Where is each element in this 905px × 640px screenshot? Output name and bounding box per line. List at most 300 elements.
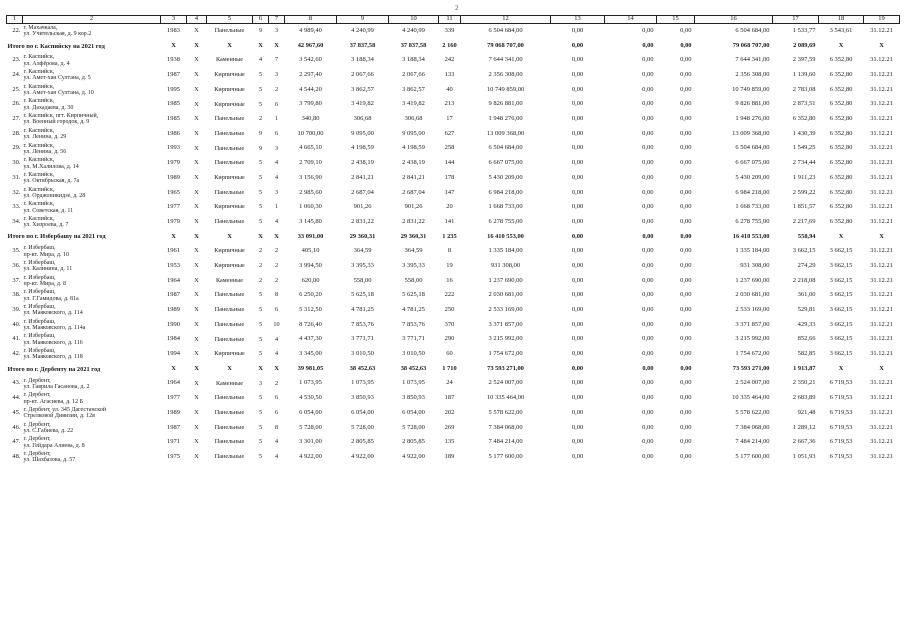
area-col10-cell: 2 805,85: [402, 438, 425, 446]
cost-cell: 7 484 214,00: [488, 438, 523, 446]
area-col9-cell: 1 073,95: [351, 379, 374, 387]
col14-cell: 0,00: [642, 364, 654, 372]
residents-cell: 16: [446, 276, 453, 284]
table-row: [7, 112, 900, 127]
entrances-cell: 10: [273, 320, 280, 328]
area-col10-cell: 3 395,33: [402, 261, 425, 269]
row-number: 47.: [12, 438, 21, 446]
entrances-cell: 3: [274, 27, 279, 35]
date-cell: 31.12.21: [870, 350, 893, 358]
row-number: 39.: [12, 306, 21, 313]
residents-cell: 290: [444, 335, 455, 343]
col17-cell: 2 873,51: [792, 100, 816, 108]
residents-cell: 8: [447, 247, 452, 255]
floors-cell: 2: [258, 115, 263, 123]
col17-cell: 1 851,57: [792, 203, 816, 211]
col17-cell: 2 683,89: [792, 394, 816, 402]
material-cell: Панельные: [214, 335, 245, 343]
year-cell: 1938: [167, 56, 180, 64]
cost-cell: 3 371 857,00: [488, 320, 523, 328]
col14-cell: 0,00: [642, 452, 654, 460]
total-row: [7, 39, 900, 54]
col13-cell: 0,00: [571, 85, 584, 93]
area-col10-cell: 29 360,31: [400, 232, 427, 240]
date-cell: 31.12.21: [870, 85, 893, 93]
col16-cell: 10 335 464,00: [732, 394, 770, 402]
col14-cell: 0,00: [642, 217, 654, 225]
date-cell: 31.12.21: [870, 335, 893, 343]
address-line-2: пр-кт. Мира, д. 10: [23, 251, 69, 258]
x-cell: Х: [194, 306, 199, 314]
residents-cell: 24: [446, 379, 453, 387]
date-cell: 31.12.21: [870, 394, 893, 402]
x-cell: Х: [194, 203, 199, 211]
col13-cell: 0,00: [571, 408, 584, 416]
address-line-1: г. Дербент,: [23, 421, 51, 428]
col13-cell: 0,00: [571, 159, 584, 167]
x-cell: Х: [194, 159, 199, 167]
year-cell: 1979: [167, 217, 180, 225]
col15-cell: 0,00: [680, 306, 692, 313]
x-cell: Х: [194, 115, 199, 123]
total-area-cell: 5 728,00: [299, 423, 322, 431]
col15-cell: 0,00: [680, 56, 692, 64]
col13-cell: 0,00: [571, 100, 584, 108]
material-cell: Панельные: [214, 438, 245, 446]
col15-cell: 0,00: [680, 144, 692, 152]
table-row: [7, 97, 900, 112]
material-cell: Кирпичные: [214, 85, 245, 93]
address-line-1: г. Избербаш,: [23, 245, 56, 252]
col15-cell: 0,00: [680, 261, 692, 269]
material-cell: Х: [227, 364, 232, 372]
residents-cell: 40: [446, 85, 453, 93]
address-line-1: г. Избербаш,: [23, 318, 56, 325]
col18-cell: 6 719,53: [829, 379, 853, 387]
col15-cell: 0,00: [680, 276, 692, 284]
address-cell: [23, 200, 161, 215]
area-col10-cell: 5 728,00: [402, 423, 425, 431]
address-cell: [23, 97, 161, 112]
total-area-cell: 405,10: [301, 247, 320, 255]
address-line-1: г. Каспийск,: [23, 171, 55, 178]
area-col10-cell: 1 073,95: [402, 379, 425, 387]
year-cell: 1995: [167, 85, 180, 93]
cost-cell: 13 009 368,00: [486, 129, 525, 137]
address-cell: [23, 156, 161, 171]
col18-cell: 6 719,53: [829, 408, 853, 416]
table-row: [7, 24, 900, 39]
entrances-cell: 3: [274, 188, 279, 196]
area-col10-cell: 3 010,50: [402, 350, 425, 358]
row-number: 38.: [12, 291, 21, 299]
total-area-cell: 4 544,20: [299, 85, 322, 93]
year-cell: 1985: [167, 100, 180, 108]
column-header-7: 7: [269, 16, 285, 24]
area-col9-cell: 2 805,85: [351, 438, 374, 446]
entrances-cell: 4: [274, 173, 279, 181]
cost-cell: 10 335 464,00: [486, 394, 525, 402]
date-cell: Х: [879, 41, 884, 49]
year-cell: 1953: [167, 261, 180, 269]
area-col10-cell: 558,00: [404, 276, 423, 284]
col17-cell: 1 430,39: [792, 129, 816, 137]
cost-cell: 16 410 553,00: [487, 232, 524, 240]
total-area-cell: 6 250,20: [299, 291, 322, 299]
row-number: 37.: [12, 276, 21, 284]
col16-cell: 3 371 857,00: [735, 320, 770, 328]
year-cell: Х: [171, 364, 176, 372]
entrances-cell: 6: [274, 394, 279, 402]
col15-cell: 0,00: [680, 100, 692, 108]
x-cell: Х: [194, 129, 199, 137]
address-cell: [23, 24, 161, 39]
x-cell: Х: [194, 408, 199, 416]
col16-cell: 6 984 218,00: [735, 188, 770, 196]
total-area-cell: 39 981,05: [297, 364, 324, 372]
col14-cell: 0,00: [642, 85, 654, 93]
area-col9-cell: 2 687,04: [351, 188, 374, 196]
col18-cell: 6 352,80: [829, 85, 853, 93]
x-cell: Х: [194, 350, 199, 358]
col13-cell: 0,00: [571, 364, 584, 372]
col16-cell: 6 278 755,00: [735, 217, 770, 225]
total-area-cell: 1 060,30: [299, 203, 322, 211]
row-number: 45.: [12, 408, 21, 416]
year-cell: 1964: [167, 379, 180, 387]
floors-cell: 9: [258, 129, 263, 137]
col14-cell: 0,00: [642, 423, 654, 431]
col17-cell: 1 289,12: [792, 423, 816, 431]
address-line-2: ул. Гаврила Гасанова, д. 2: [23, 383, 90, 390]
col18-cell: 6 352,80: [829, 144, 853, 152]
x-cell: Х: [194, 423, 199, 431]
col14-cell: 0,00: [642, 188, 654, 196]
address-line-2: ул. Военный городок, д. 9: [23, 119, 90, 126]
col17-cell: 361,00: [797, 291, 816, 299]
col13-cell: 0,00: [571, 129, 584, 137]
material-cell: Кирпичные: [214, 71, 245, 79]
x-cell: Х: [194, 218, 199, 226]
material-cell: Панельные: [214, 218, 245, 226]
entrances-cell: 2: [274, 262, 279, 270]
address-cell: [23, 68, 161, 83]
column-header-15: 15: [657, 16, 695, 24]
area-col9-cell: 3 771,71: [351, 335, 374, 343]
entrances-cell: 6: [274, 408, 279, 416]
total-area-cell: 4 989,40: [299, 26, 322, 34]
year-cell: 1961: [167, 247, 180, 255]
residents-cell: 17: [446, 115, 453, 123]
area-col10-cell: 2 687,04: [402, 188, 425, 196]
table-row: [7, 421, 900, 436]
col15-cell: 0,00: [680, 423, 692, 431]
area-col9-cell: 2 438,19: [351, 159, 374, 167]
entrances-cell: 6: [274, 100, 279, 108]
col16-cell: 2 533 169,00: [735, 306, 770, 313]
col16-cell: 1 335 184,00: [735, 247, 770, 255]
floors-cell: Х: [258, 232, 263, 240]
area-col9-cell: 2 841,21: [351, 173, 374, 181]
column-header-19: 19: [864, 16, 900, 24]
area-col10-cell: 3 419,82: [402, 100, 425, 108]
date-cell: 31.12.21: [870, 144, 893, 152]
residents-cell: 250: [444, 306, 455, 313]
x-cell: Х: [194, 144, 199, 152]
address-line-2: ул. М.Халилова, д. 14: [23, 163, 79, 170]
area-col9-cell: 364,59: [353, 247, 372, 255]
total-area-cell: 1 073,95: [299, 379, 322, 387]
year-cell: 1989: [167, 173, 180, 181]
address-line-1: г. Избербаш,: [23, 289, 56, 296]
address-cell: [23, 274, 161, 289]
x-cell: Х: [194, 364, 199, 372]
residents-cell: 60: [446, 350, 453, 358]
col16-cell: 9 826 881,00: [735, 100, 770, 108]
x-cell: Х: [194, 262, 199, 270]
col14-cell: 0,00: [642, 232, 654, 240]
column-header-17: 17: [773, 16, 819, 24]
area-col9-cell: 3 010,50: [351, 350, 374, 358]
area-col9-cell: 9 095,00: [351, 129, 374, 137]
table-row: [7, 406, 900, 421]
table-row: [7, 68, 900, 83]
col13-cell: 0,00: [571, 188, 584, 196]
total-label: Итого по г. Дербенту на 2021 год: [7, 365, 101, 373]
entrances-cell: 8: [274, 423, 279, 431]
col13-cell: 0,00: [571, 306, 584, 313]
x-cell: Х: [194, 379, 199, 387]
year-cell: Х: [171, 232, 176, 240]
column-header-16: 16: [695, 16, 773, 24]
entrances-cell: 2: [274, 276, 279, 284]
area-col10-cell: 3 188,34: [402, 56, 425, 64]
col15-cell: 0,00: [680, 71, 692, 78]
date-cell: 31.12.21: [870, 423, 893, 431]
cost-cell: 1 668 733,00: [488, 203, 523, 211]
entrances-cell: 2: [274, 379, 279, 387]
cost-cell: 9 826 881,00: [488, 100, 523, 108]
x-cell: Х: [194, 438, 199, 446]
material-cell: Панельные: [214, 320, 245, 328]
col14-cell: 0,00: [642, 129, 654, 137]
date-cell: 31.12.21: [870, 188, 893, 196]
col18-cell: 3 662,15: [829, 320, 853, 328]
col15-cell: 0,00: [680, 452, 692, 460]
material-cell: Х: [227, 41, 232, 49]
col14-cell: 0,00: [642, 408, 654, 416]
entrances-cell: 4: [274, 218, 279, 226]
date-cell: 31.12.21: [870, 379, 893, 387]
address-line-2: ул. С.Габиева, д. 22: [23, 427, 74, 434]
row-number: 28.: [12, 129, 21, 137]
col18-cell: 6 352,80: [829, 188, 853, 196]
year-cell: 1993: [167, 144, 180, 152]
residents-cell: 1 710: [442, 364, 457, 372]
address-line-2: ул. Ленина, д. 29: [23, 134, 67, 141]
residents-cell: 627: [444, 129, 455, 137]
row-number: 25.: [12, 85, 21, 93]
col13-cell: 0,00: [571, 71, 584, 78]
area-col10-cell: 2 841,21: [402, 173, 425, 181]
x-cell: Х: [194, 320, 199, 328]
material-cell: Панельные: [214, 291, 245, 299]
material-cell: Кирпичные: [214, 173, 245, 181]
address-line-1: г. Избербаш,: [23, 304, 56, 311]
material-cell: Панельные: [214, 27, 245, 35]
row-number: 33.: [12, 203, 21, 211]
col16-cell: 5 177 600,00: [735, 452, 770, 460]
year-cell: 1994: [167, 350, 180, 358]
area-col9-cell: 38 452,63: [349, 364, 376, 372]
address-line-2: ул. Гейдара Алиева, д. 8: [23, 442, 85, 449]
col14-cell: 0,00: [642, 261, 654, 269]
address-line-2: ул. Ленина, д. 56: [23, 148, 67, 155]
address-cell: [23, 450, 161, 465]
floors-cell: 4: [258, 56, 263, 64]
col16-cell: 2 524 007,00: [735, 379, 770, 387]
year-cell: 1987: [167, 423, 180, 431]
area-col10-cell: 4 922,00: [402, 452, 425, 460]
address-cell: [23, 112, 161, 127]
material-cell: Панельные: [214, 159, 245, 167]
date-cell: 31.12.21: [870, 438, 893, 446]
address-line-1: г. Каспийск,: [23, 186, 55, 193]
col15-cell: 0,00: [680, 41, 692, 49]
total-label: Итого по г. Избербашу на 2021 год: [7, 233, 106, 241]
col16-cell: 2 030 681,00: [735, 291, 770, 299]
col16-cell: 2 356 308,00: [735, 71, 770, 78]
table-row: [7, 156, 900, 171]
col16-cell: 13 009 368,00: [732, 129, 770, 137]
column-header-9: 9: [337, 16, 389, 24]
address-line-2: Стрелковой Дивизии, д. 12в: [23, 413, 95, 420]
year-cell: 1977: [167, 394, 180, 402]
col15-cell: 0,00: [680, 408, 692, 416]
col13-cell: 0,00: [571, 276, 584, 284]
entrances-cell: 1: [274, 203, 279, 211]
col17-cell: 274,29: [797, 261, 816, 269]
col13-cell: 0,00: [571, 379, 584, 387]
date-cell: 31.12.21: [870, 71, 893, 78]
entrances-cell: 2: [274, 247, 279, 255]
cost-cell: 2 524 007,00: [488, 379, 523, 387]
col13-cell: 0,00: [571, 217, 584, 225]
address-line-2: пр-кт. Агасиева, д. 12 Б: [23, 398, 84, 405]
column-header-13: 13: [551, 16, 605, 24]
table-row: [7, 377, 900, 392]
date-cell: 31.12.21: [870, 100, 893, 108]
address-line-2: ул. Маяковского, д. 116: [23, 339, 83, 346]
area-col9-cell: 4 922,00: [351, 452, 374, 460]
floors-cell: 5: [258, 453, 263, 461]
entrances-cell: 2: [274, 85, 279, 93]
cost-cell: 5 578 622,00: [488, 408, 523, 416]
year-cell: 1984: [167, 335, 180, 343]
col16-cell: 1 668 733,00: [735, 203, 770, 211]
column-header-2: 2: [23, 16, 161, 24]
col13-cell: 0,00: [571, 144, 584, 152]
col15-cell: 0,00: [680, 320, 692, 328]
area-col9-cell: 4 240,99: [351, 26, 374, 34]
col15-cell: 0,00: [680, 394, 692, 402]
col16-cell: 1 237 690,00: [735, 276, 770, 284]
col13-cell: 0,00: [571, 173, 584, 181]
material-cell: Кирпичные: [214, 350, 245, 358]
year-cell: 1986: [167, 129, 180, 137]
col13-cell: 0,00: [571, 394, 584, 402]
floors-cell: 5: [258, 320, 263, 328]
column-header-6: 6: [253, 16, 269, 24]
address-line-2: пр-кт. Мира, д. 8: [23, 281, 66, 288]
entrances-cell: 6: [274, 306, 279, 314]
x-cell: Х: [194, 85, 199, 93]
total-area-cell: 2 297,40: [299, 71, 322, 78]
x-cell: Х: [194, 188, 199, 196]
total-area-cell: 3 542,60: [299, 56, 322, 64]
col13-cell: 0,00: [571, 452, 584, 460]
residents-cell: 133: [444, 71, 455, 78]
floors-cell: 5: [258, 306, 263, 314]
address-line-1: г. Дербент, ул. 345 Дагестанской: [23, 406, 107, 413]
col15-cell: 0,00: [680, 379, 692, 387]
material-cell: Кирпичные: [214, 262, 245, 270]
column-header-4: 4: [187, 16, 207, 24]
total-area-cell: 4 437,30: [299, 335, 322, 343]
year-cell: 1975: [167, 452, 180, 460]
col16-cell: 5 430 209,00: [735, 173, 770, 181]
col16-cell: 1 948 276,00: [735, 115, 770, 123]
row-number: 44.: [12, 394, 21, 402]
address-cell: [23, 377, 161, 392]
address-line-2: ул. Учительская, д. 9 кор.2: [23, 31, 92, 38]
floors-cell: 2: [258, 276, 263, 284]
col17-cell: 558,94: [797, 232, 816, 240]
col17-cell: 852,66: [797, 335, 816, 343]
address-line-2: ул. Октябрьская, д. 7а: [23, 178, 80, 185]
column-header-14: 14: [605, 16, 657, 24]
date-cell: 31.12.21: [870, 261, 893, 269]
col18-cell: 3 662,15: [829, 335, 853, 343]
col14-cell: 0,00: [642, 144, 654, 152]
col18-cell: Х: [838, 41, 844, 49]
area-col10-cell: 5 625,18: [402, 291, 425, 299]
col17-cell: 1 139,60: [792, 71, 816, 78]
residents-cell: 2 160: [442, 41, 457, 49]
x-cell: Х: [194, 232, 199, 240]
area-col9-cell: 4 198,59: [351, 144, 374, 152]
material-cell: Панельные: [214, 394, 245, 402]
col15-cell: 0,00: [680, 335, 692, 343]
date-cell: 31.12.21: [870, 408, 893, 416]
table-row: [7, 200, 900, 215]
entrances-cell: 3: [274, 144, 279, 152]
date-cell: 31.12.21: [870, 173, 893, 181]
col14-cell: 0,00: [642, 71, 654, 78]
table-row: [7, 215, 900, 230]
x-cell: Х: [194, 247, 199, 255]
total-area-cell: 8 726,40: [299, 320, 322, 328]
table-row: [7, 318, 900, 333]
address-cell: [23, 406, 161, 421]
material-cell: Панельные: [214, 129, 245, 137]
floors-cell: 5: [258, 335, 263, 343]
col14-cell: 0,00: [642, 41, 654, 49]
col18-cell: 6 719,53: [829, 394, 853, 402]
table-row: [7, 450, 900, 465]
x-cell: Х: [194, 56, 199, 64]
col18-cell: 6 352,80: [829, 56, 853, 64]
